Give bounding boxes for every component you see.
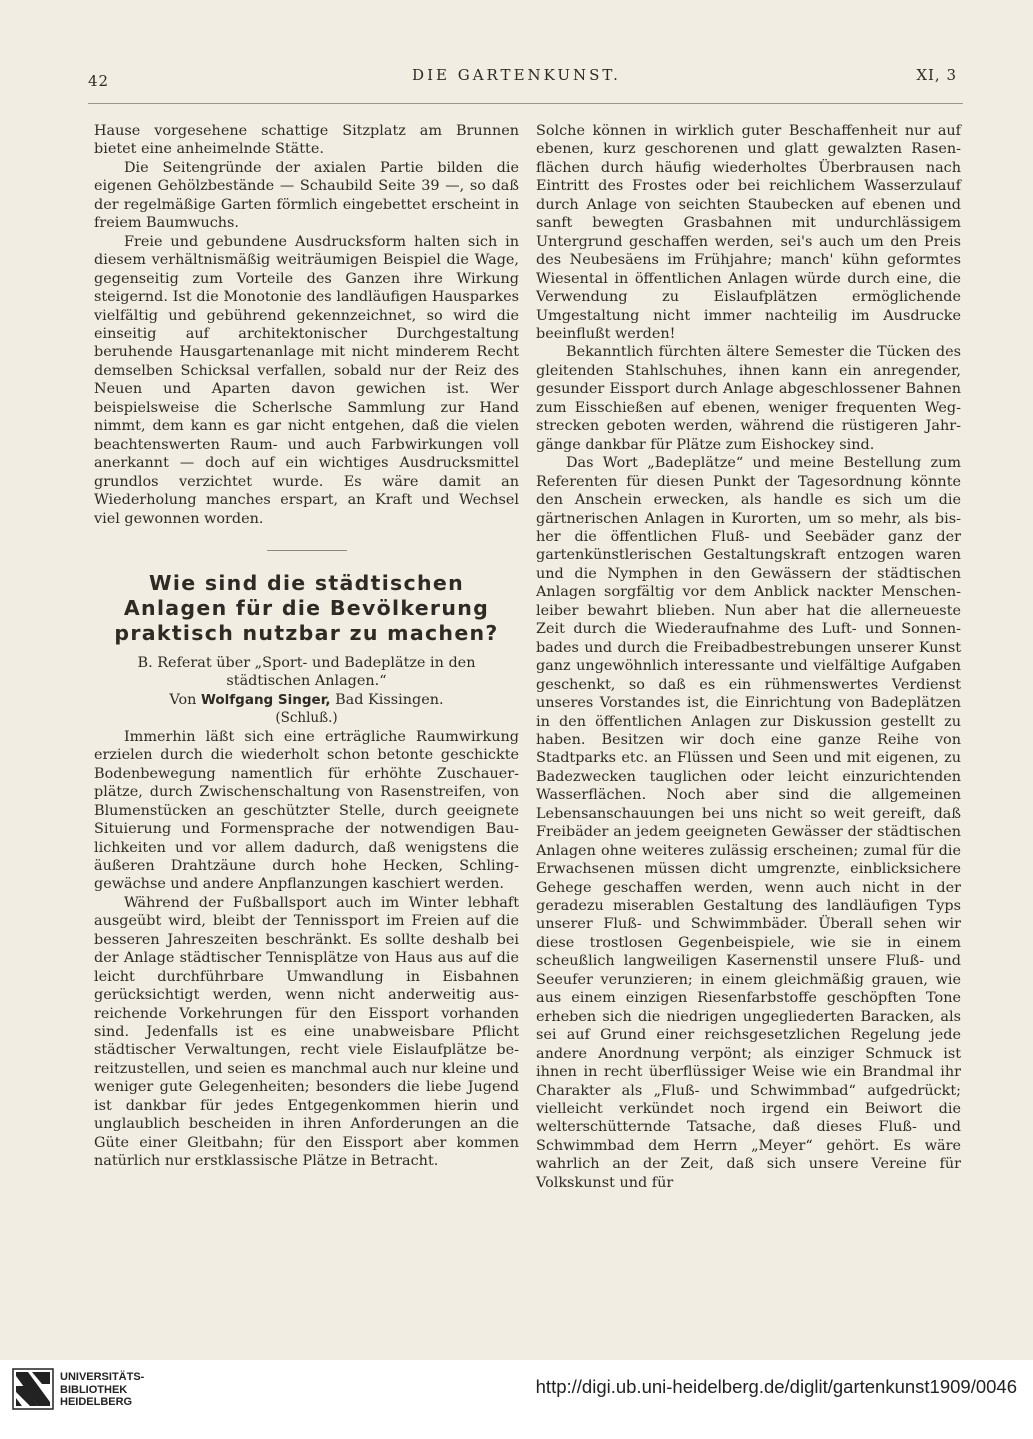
paragraph: Hause vorgesehene schattige Sitzplatz am Brunnen bietet eine anheimelnde Stätte. bbox=[94, 123, 519, 158]
paragraph: Das Wort „Badeplätze“ und meine Bestellung zum Referenten für diesen Punkt der Tagesordnung könnte den Anschein erwecken, als handle es sich um die gärtnerischen Anlagen in Kurorten, um so mehr, als bisher die öffentlichen Fluß- und Seebäder ganz der gartenkünstlerischen Gestaltungskraft entzogen waren und die Nymphen in den Gewässern der städtischen Anlagen sorgfältig vor dem Anblick nackter Menschenleiber bewahrt blieben. Nun aber hat die allerneueste Zeit durch die Wiederaufnahme des Luft- und Sonnenbades und durch die Freibadbestrebungen unserer Kunst ganz ungewöhnlich interessante und vielfältige Aufgaben geschenkt, so daß es ein rühmenswertes Verdienst unseres Vorstandes ist, die Einrichtung von Badeplätzen in den öffentlichen Anlagen zur Diskussion gestellt zu haben. Besitzen wir doch eine ganze Reihe von Stadtparks etc. an Flüssen und Seen und mit eigenen, zu Badezwecken tauglichen oder leicht einzurichtenden Wasserflächen. Noch aber sind die allgemeinen Lebensanschauungen bei uns nicht so weit gereift, daß Freibäder an jedem geeigneten Gewässer der städtischen Anlagen ohne weiteres zulässig erscheinen; zumal für die Erwachsenen müssen dicht umgrenzte, einblicksichere Gehege geschaffen werden, wenn auch nicht in der geradezu miserablen Gestaltung des landläufigen Typs unserer Fluß- und Schwimmbäder. Überall sehen wir diese trostlosen Gegenbeispiele, wie sie in einem scheußlich langweiligen Kasernenstil unsere Fluß- und Seeufer verunzieren; in einem gleichmäßig grauen, wie aus einem einzigen Riesenfarbstoffe geschöpften Tone erheben sich die niedrigen ungegliederten Baracken, als sei auf Grund einer reichsgesetzlichen Regelung jede andere Anordnung verpönt; als einziger Schmuck ist ihnen in recht überflüssiger Weise wie ein Brandmal ihr Charakter als „Fluß- und Schwimmbad“ aufgedrückt; vielleicht verkündet noch irgend ein Beiwort die welterschütternde Tatsache, daß dieses Fluß- und Schwimmbad dem Herrn „Meyer“ gehört. Es wäre wahrlich an der Zeit, daß sich unsere Vereine für Volkskunst und für bbox=[536, 455, 961, 1191]
article-subheading: B. Referat über „Sport- und Badeplätze in den städtischen Anlagen.“ bbox=[137, 654, 476, 690]
footer-bar bbox=[0, 1360, 1033, 1439]
library-name bbox=[60, 1371, 144, 1409]
paragraph: Bekanntlich fürchten ältere Semester die Tücken des gleitenden Stahlschuhes, ihnen kann ein anregender, gesunder Eissport durch Anlage abgeschlossener Bahnen zum Eisschießen auf ebenen, weniger frequenten Wegstrecken geboten werden, während die rüstigeren Jahrgänge dankbar für Plätze zum Eishockey sind. bbox=[536, 344, 961, 453]
section-divider bbox=[267, 550, 347, 551]
source-url-link[interactable]: http://digi.ub.uni-heidelberg.de/diglit/gartenkunst1909/0046 bbox=[535, 1376, 1017, 1397]
issue-number: XI, 3 bbox=[916, 66, 957, 84]
paragraph: Freie und gebundene Ausdrucksform halten sich in diesem verhältnismäßig weiträumigen Beispiel die Wage, gegenseitig zum Vorteile des Ganzen ihre Wirkung steigernd. Ist die Monotonie des landläufigen Hausparkes vielfältig und gebührend gekennzeichnet, so wird die einseitig auf architektonischer Durchgestaltung beruhende Hausgartenanlage mit nicht minderem Recht demselben Schicksal verfallen, sobald nur der Reiz des Neuen und Aparten davon gewichen ist. Wer beispielsweise die Scherlsche Sammlung zur Hand nimmt, dem kann es gar nicht entgehen, daß die vielen beachtenswerten Raum- und auch Farbwirkungen voll anerkannt — doch auf ein wichtiges Ausdrucksmittel grundlos verzichtet wurde. Es wäre damit an Wiederholung manches erspart, an Kraft und Wechsel viel gewonnen worden. bbox=[94, 233, 519, 527]
paragraph: Immerhin läßt sich eine erträgliche Raumwirkung erzielen durch die wiederholt schon betonte geschickte Bodenbewegung namentlich für erhöhte Zuschauerplätze, durch Zwischenschaltung von Rasenstreifen, von Blumenstücken an geschützter Stelle, durch geeignete Situierung und Formensprache der notwendigen Baulichkeiten und vor allem dadurch, daß wenigstens die äußeren Drahtzäune durch hohe Hecken, Schlinggewächse und andere Anpflanzungen kaschiert werden. bbox=[94, 728, 519, 893]
article-heading: Wie sind die städtischen Anlagen für die Bevölkerung praktisch nutzbar zu machen? bbox=[114, 570, 499, 645]
page-number: 42 bbox=[88, 72, 110, 90]
running-title: DIE GARTENKUNST. bbox=[412, 66, 621, 84]
library-name-line: BIBLIOTHEK bbox=[60, 1383, 128, 1396]
library-name-line: HEIDELBERG bbox=[60, 1396, 133, 1408]
paragraph: Während der Fußballsport auch im Winter lebhaft ausgeübt wird, bleibt der Tennissport im Freien auf die besseren Jahreszeiten beschränkt. Es sollte deshalb bei der Anlage städtischer Tennisplätze von Haus aus auf die leicht durchführbare Umwandlung in Eisbahnen gerücksichtigt werden, wenn nicht anderweitig ausreichende Vorkehrungen für den Eissport vorhanden sind. Jedenfalls ist es eine unabweisbare Pflicht städtischer Verwaltungen, recht viele Eislaufplätze bereitzustellen, und seien es manchmal auch nur kleine und weniger gute Gelegenheiten; besonders die liebe Jugend ist dankbar für jedes Entgegenkommen hierin und unglaublich bescheiden in ihren Anforderungen an die Güte einer Gleitbahn; für den Eissport aber kommen natürlich nur erstklassische Plätze in Betracht. bbox=[94, 894, 519, 1170]
byline-prefix: Von bbox=[169, 691, 197, 708]
paragraph: Solche können in wirklich guter Beschaffenheit nur auf ebenen, kurz geschorenen und glatt gewalzten Rasenflächen durch häufig wiederholtes Überbrausen nach Eintritt des Frostes oder bei reichlichem Wasserzulauf durch Anlage von seichten Staubecken auf ebenen und sanft bewegten Grasbahnen mit undurchlässigem Untergrund geschaffen werden, sei's auch um den Preis des Neubesäens im Frühjahre; manch' kühn geformtes Wiesental in öffentlichen Anlagen würde durch eine, die Verwendung zu Eislaufplätzen ermöglichende Umgestaltung nicht immer nachteilig im Ausdrucke beeinflußt werden! bbox=[536, 123, 961, 342]
author-location: Bad Kissingen. bbox=[335, 691, 444, 708]
conclusion-note: (Schluß.) bbox=[275, 710, 338, 727]
library-name-line: UNIVERSITÄTS- bbox=[60, 1371, 145, 1383]
author-name: Wolfgang Singer, bbox=[200, 691, 331, 708]
right-column bbox=[536, 122, 961, 1192]
library-logo-icon bbox=[12, 1368, 54, 1410]
header-rule bbox=[88, 103, 963, 104]
byline bbox=[94, 691, 519, 709]
paragraph: Die Seitengründe der axialen Partie bilden die eigenen Gehölzbestände — Schaubild Seite 39 —, so daß der regelmäßige Garten förmlich eingebettet erscheint in freiem Baumwuchs. bbox=[94, 159, 519, 232]
left-column bbox=[94, 122, 519, 1171]
